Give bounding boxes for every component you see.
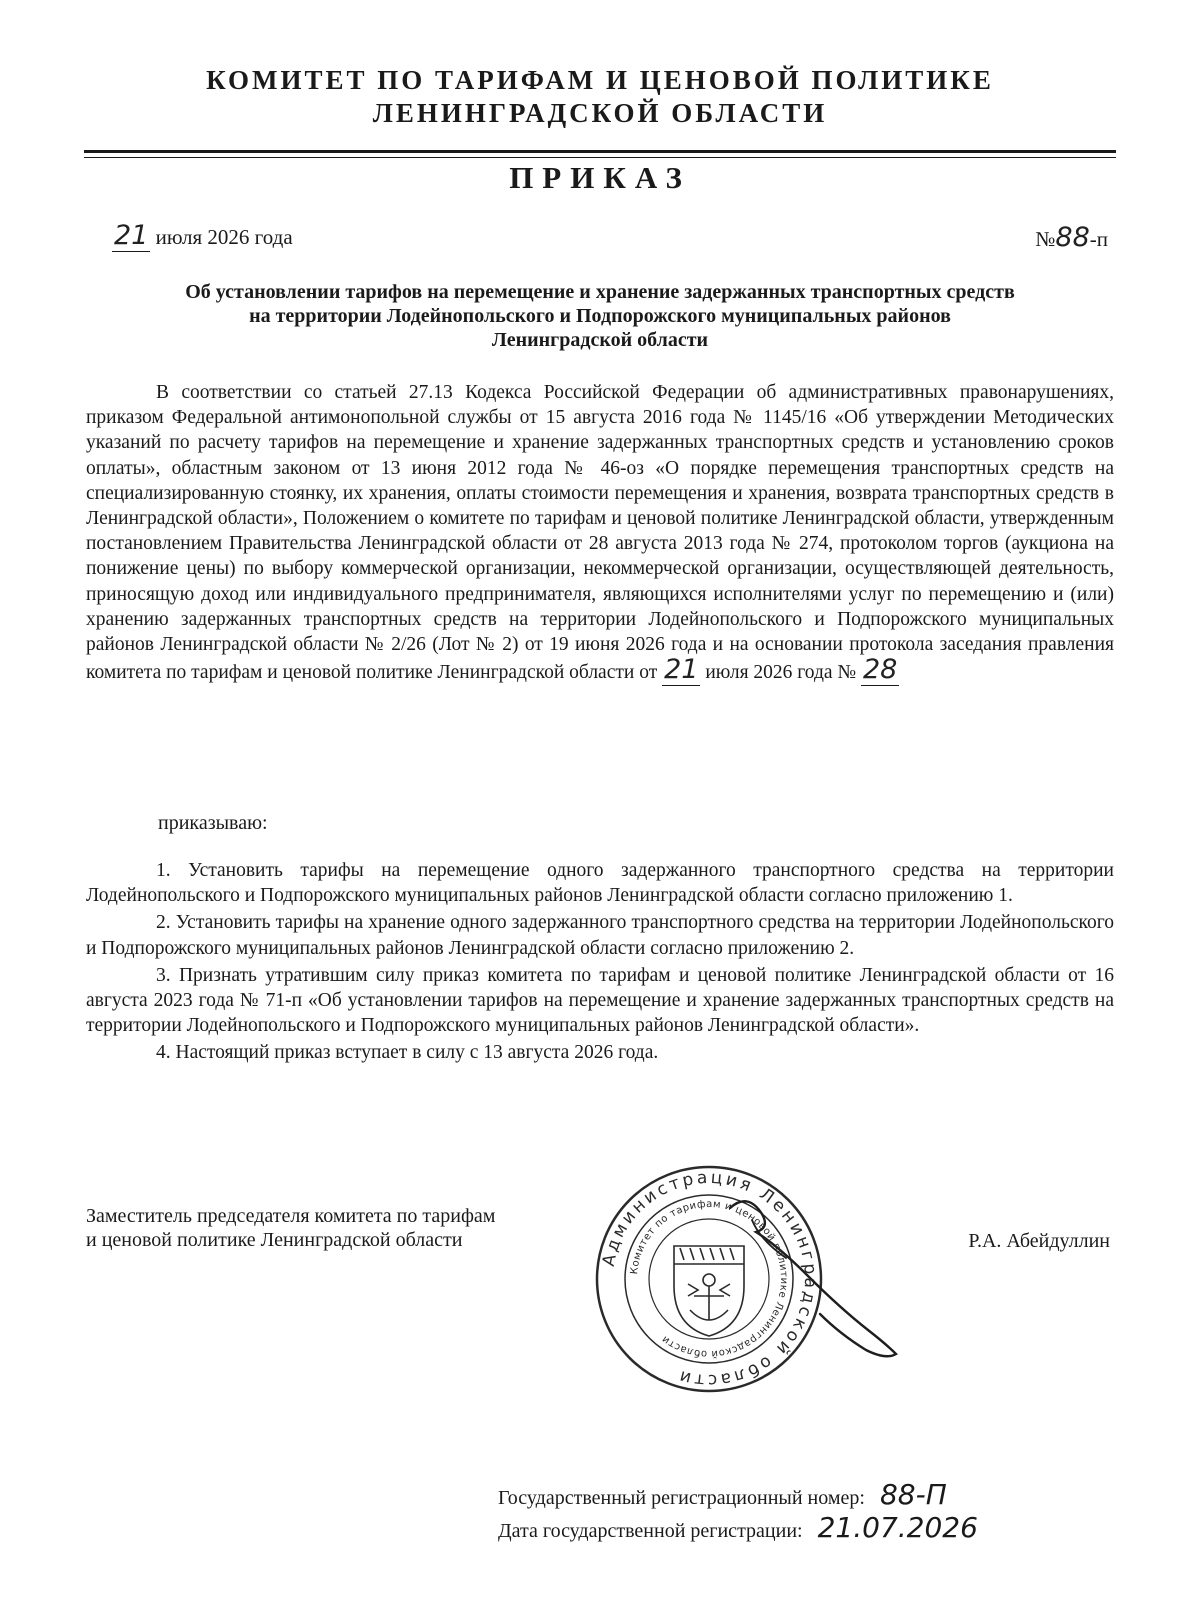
registration-date-label: Дата государственной регистрации: [498, 1520, 803, 1542]
order-day-handwritten: 21 [114, 220, 149, 251]
seal-outer-text: Администрация Ленинградской области [598, 1167, 821, 1391]
handwritten-signature [690, 1180, 920, 1410]
signer-position [86, 1204, 495, 1252]
registration-number-row [498, 1480, 978, 1513]
subject-line-2: на территории Лодейнопольского и Подпорожского муниципальных районов [249, 305, 951, 327]
order-number-suffix: -п [1089, 227, 1108, 251]
header-rule-thin [84, 157, 1116, 158]
registration-date-row [498, 1513, 978, 1546]
registration-number-label: Государственный регистрационный номер: [498, 1487, 865, 1509]
preamble-number-handwritten: 28 [862, 654, 898, 686]
subject-line-1: Об установлении тарифов на перемещение и хранение задержанных транспортных средств [185, 281, 1015, 303]
registration-date-value: 21.07.2026 [817, 1511, 978, 1544]
preamble-day-handwritten: 21 [664, 654, 699, 686]
registration-block [498, 1480, 978, 1546]
signer-name: Р.А. Абейдуллин [968, 1230, 1110, 1252]
subject-line-3: Ленинградской области [491, 329, 709, 351]
order-date-text: июля 2026 года [155, 225, 293, 249]
order-subject [86, 280, 1114, 352]
signer-position-line-2: и ценовой политике Ленинградской области [86, 1229, 463, 1251]
seal-inner-text: Комитет по тарифам и ценовой политике Ленинградской области [629, 1198, 790, 1360]
order-item: 4. Настоящий приказ вступает в силу с 13 августа 2026 года. [156, 1042, 659, 1064]
preamble-date-text: июля 2026 года № [705, 662, 857, 684]
preamble-text: В соответствии со статьей 27.13 Кодекса Российской Федерации об административных правонарушениях, приказом Федеральной антимонопольной службы от 15 августа 2016 года № 1145/16 «Об утверждении Методических указаний по расчету тарифов на перемещение и хранение задержанных транспортных средств и установлению сроков оплаты», областным законом от 13 июня 2012 года № 46-оз «О порядке перемещения транспортных средств на специализированную стоянку, их хранения, оплаты стоимости перемещения и хранения, возврата транспортных средств в Ленинградской области», Положением о комитете по тарифам и ценовой политике Ленинградской области, утвержденным постановлением Правительства Ленинградской области от 28 августа 2013 года № 274, протоколом торгов (аукциона на понижение цены) по выбору коммерческой организации, некоммерческой организации, осуществляющей деятельность, приносящую доход или индивидуального предпринимателя, являющихся исполнителями услуг по перемещению и (или) хранению задержанных транспортных средств на территории Лодейнопольского и Подпорожского муниципальных районов Ленинградской области № 2/26 (Лот № 2) от 19 июня 2026 года и на основании протокола заседания правления комитета по тарифам и ценовой политике Ленинградской области от [86, 382, 1114, 684]
header-rule-thick [84, 150, 1116, 153]
order-item: 1. Установить тарифы на перемещение одного задержанного транспортного средства на территории Лодейнопольского и Подпорожского муниципальных районов Ленинградской области согласно приложению 1. [86, 860, 1114, 907]
signer-position-line-1: Заместитель председателя комитета по тарифам [86, 1205, 496, 1227]
org-line-2: ЛЕНИНГРАДСКОЙ ОБЛАСТИ [372, 98, 828, 128]
order-number [1035, 222, 1108, 253]
org-line-1: КОМИТЕТ ПО ТАРИФАМ И ЦЕНОВОЙ ПОЛИТИКЕ [206, 65, 994, 95]
order-item: 3. Признать утратившим силу приказ комитета по тарифам и ценовой политике Ленинградской области от 16 августа 2023 года № 71-п «Об установлении тарифов на перемещение и хранение задержанных транспортных средств на территории Лодейнопольского и Подпорожского муниципальных районов Ленинградской области». [86, 964, 1114, 1037]
preamble-paragraph [86, 380, 1114, 685]
order-verb: приказываю: [158, 812, 268, 834]
organization-header [80, 64, 1120, 130]
registration-number-value: 88-П [879, 1478, 947, 1511]
order-number-handwritten: 88 [1055, 222, 1090, 253]
document-type-title: ПРИКАЗ [509, 160, 691, 195]
order-items [86, 858, 1114, 1068]
order-date [112, 220, 293, 251]
order-number-prefix: № [1035, 227, 1056, 251]
order-item: 2. Установить тарифы на хранение одного задержанного транспортного средства на территории Лодейнопольского и Подпорожского муниципальных районов Ленинградской области согласно приложению 2. [86, 912, 1114, 959]
